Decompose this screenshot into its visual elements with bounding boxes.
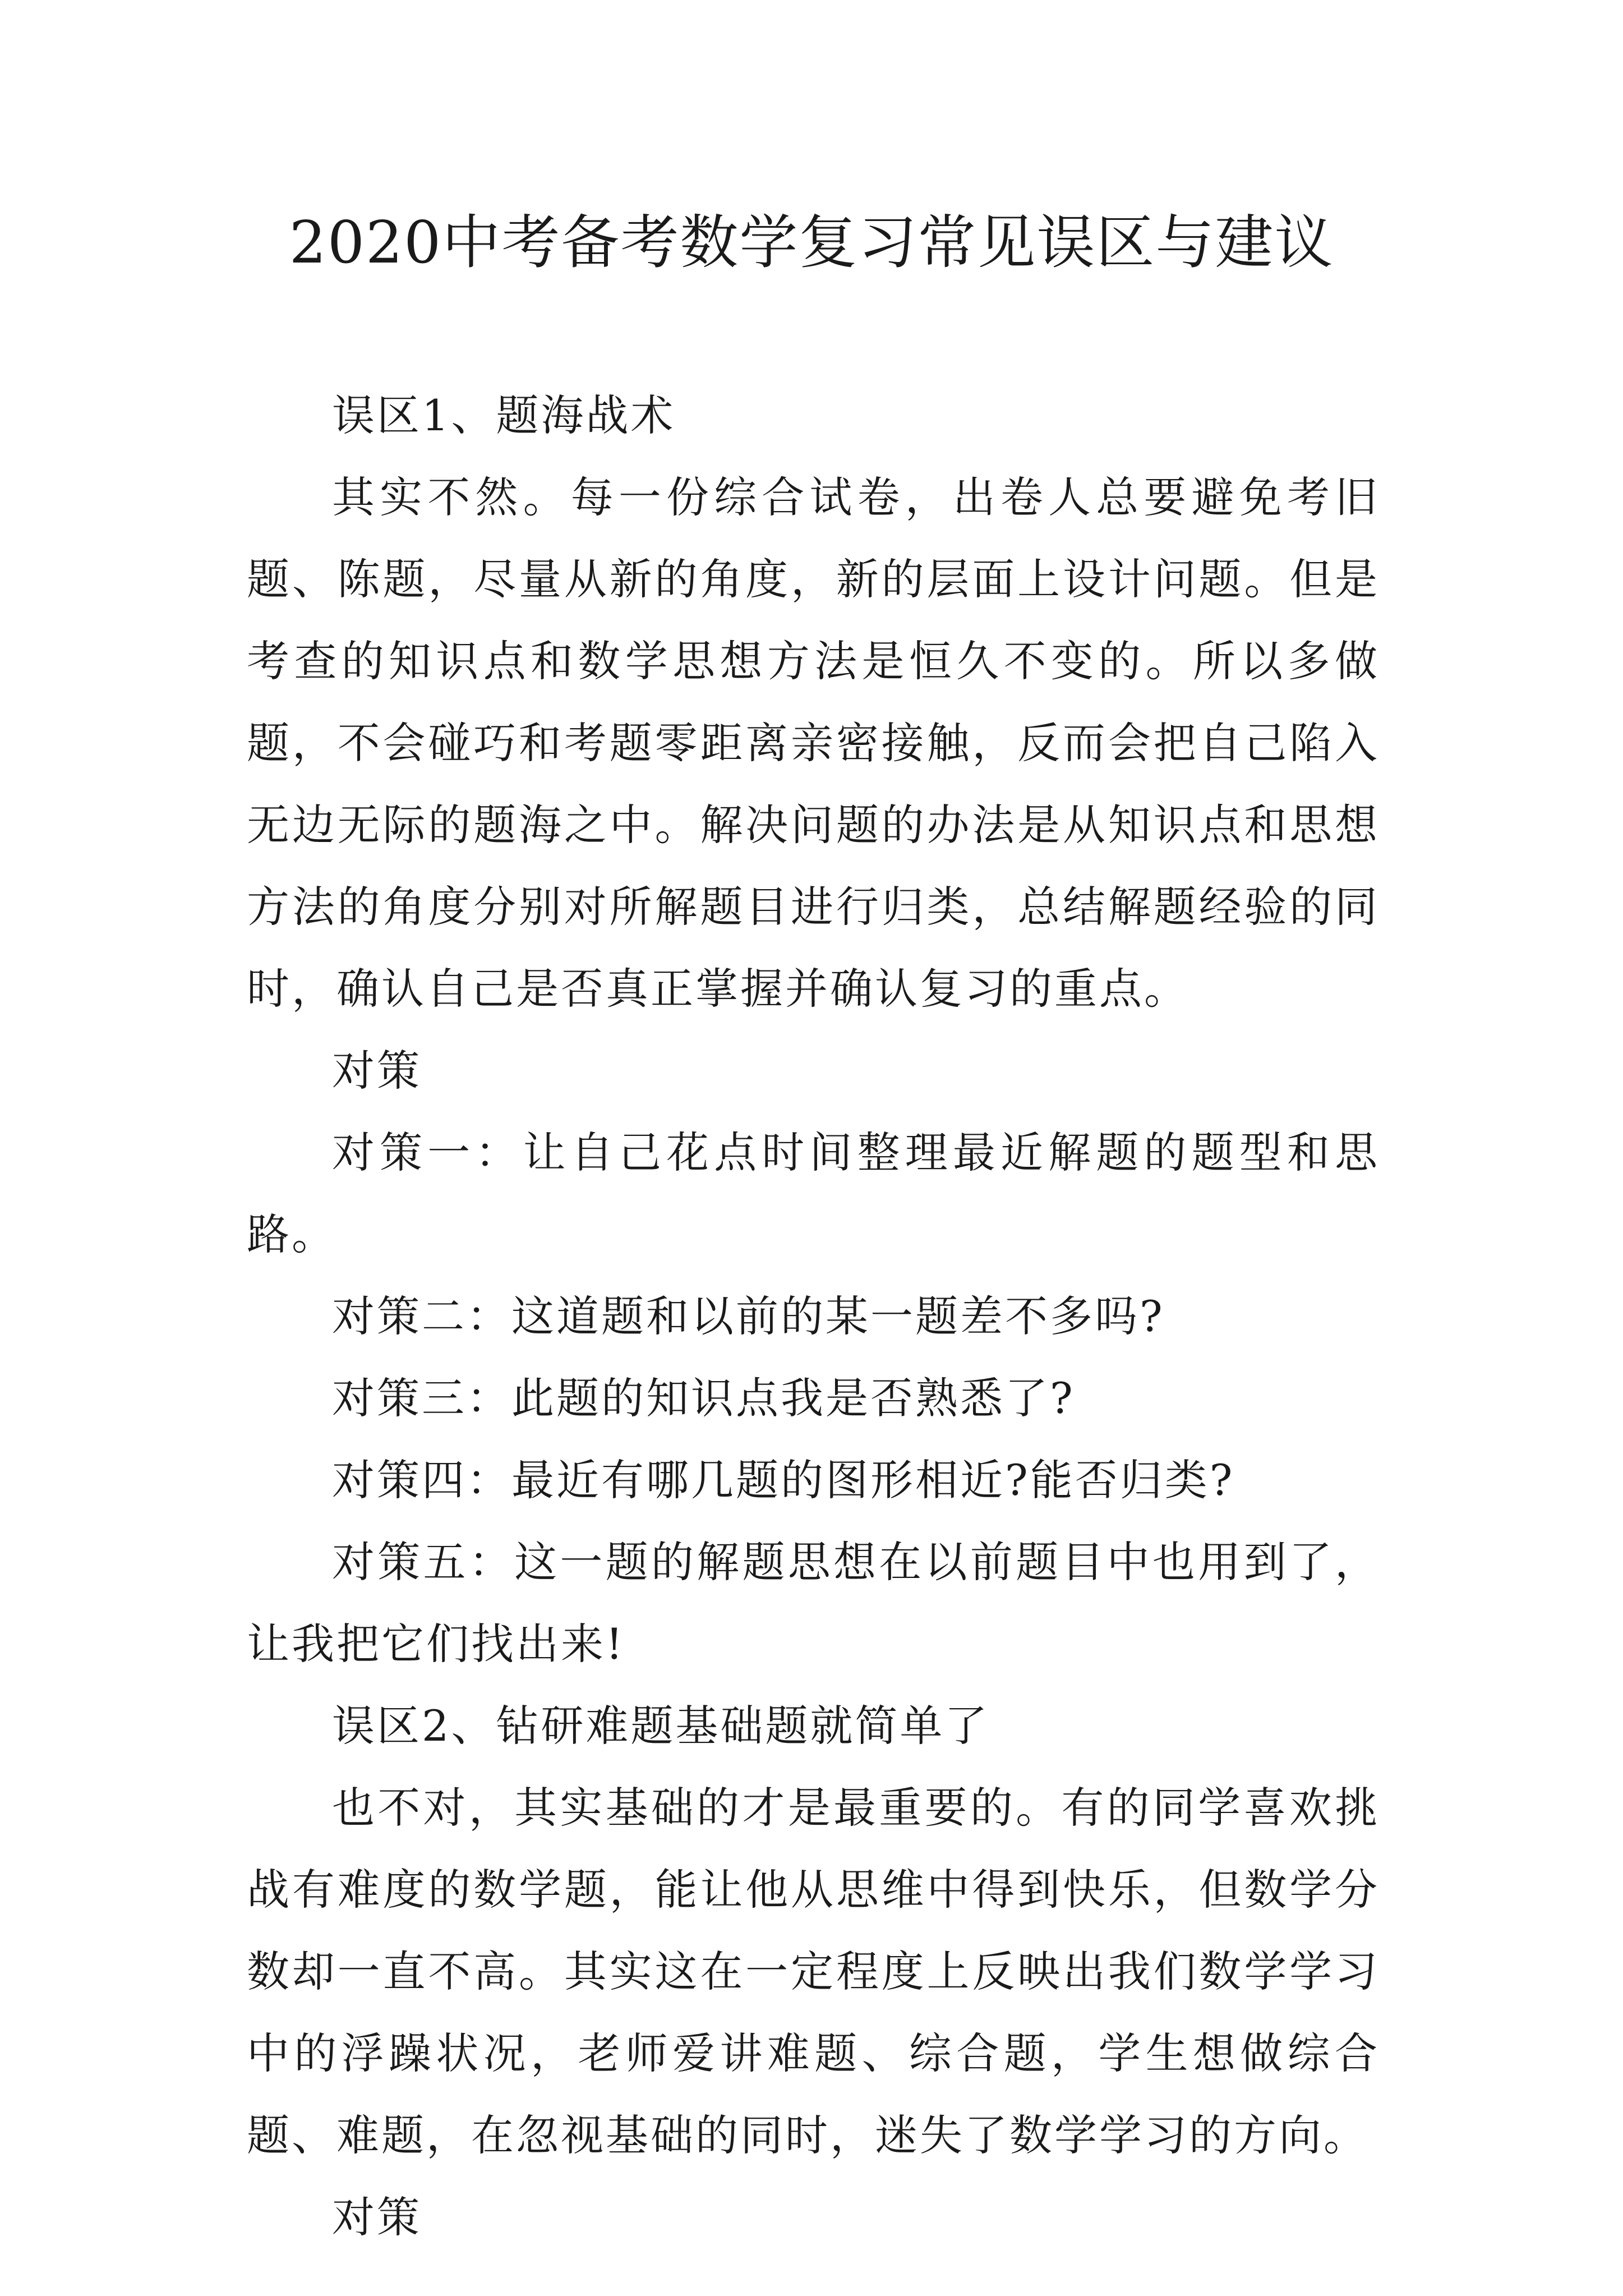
strategy-item-1: 对策一：让自己花点时间整理最近解题的题型和思路。 bbox=[247, 1128, 1380, 1259]
strategy-item-3: 对策三：此题的知识点我是否熟悉了? bbox=[332, 1373, 1075, 1423]
strategy-heading-1: 对策 bbox=[332, 1046, 422, 1096]
paragraph: 也不对，其实基础的才是最重要的。有的同学喜欢挑战有难度的数学题，能让他从思维中得到快乐，但数学分数却一直不高。其实这在一定程度上反映出我们数学学习中的浮躁状况，老师爱讲难题、综合题，学生想做综合题、难题，在忽视基础的同时，迷失了数学学习的方向。 bbox=[247, 1783, 1380, 2160]
paragraph: 其实不然。每一份综合试卷，出卷人总要避免考旧题、陈题，尽量从新的角度，新的层面上设计问题。但是考查的知识点和数学思想方法是恒久不变的。所以多做题，不会碰巧和考题零距离亲密接触，反而会把自己陷入无边无际的题海之中。解决问题的办法是从知识点和思想方法的角度分别对所解题目进行归类，总结解题经验的同时，确认自己是否真正掌握并确认复习的重点。 bbox=[247, 472, 1380, 1014]
strategy-item-5: 对策五：这一题的解题思想在以前题目中也用到了，让我把它们找出来! bbox=[247, 1537, 1380, 1669]
strategy-item-2: 对策二：这道题和以前的某一题差不多吗? bbox=[332, 1291, 1165, 1341]
strategy-heading-2: 对策 bbox=[332, 2192, 422, 2242]
document-body bbox=[247, 375, 1380, 2258]
strategy-item-4: 对策四：最近有哪几题的图形相近?能否归类? bbox=[332, 1455, 1235, 1505]
section-heading-2: 误区2、钻研难题基础题就简单了 bbox=[332, 1701, 990, 1751]
document-title: 2020中考备考数学复习常见误区与建议 bbox=[289, 208, 1334, 277]
section-heading-1: 误区1、题海战术 bbox=[332, 390, 676, 440]
